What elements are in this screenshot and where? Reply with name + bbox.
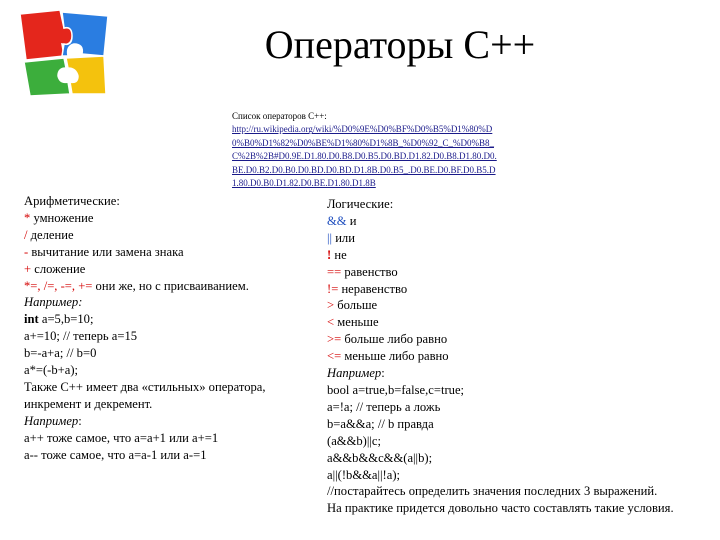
example-label: Например: [327,366,385,381]
list-item: >= больше либо равно [327,332,448,347]
paragraph-line: На практике придется довольно часто составлять такие условия. [327,501,674,516]
list-item: < меньше [327,315,379,330]
code-line: a||(!b&&a||!a); [327,467,401,482]
paragraph-line: //постарайтесь определить значения последних 3 выражений. [327,484,658,499]
list-item: > больше [327,298,378,313]
code-line: (a&&b)||c; [327,433,381,448]
page-title: Операторы C++ [264,22,536,67]
reference-link[interactable]: http://ru.wikipedia.org/wiki/%D0%9E%D0%BF%D0%B5%D1%80%D0%B0%D1%82%D0%BE%D1%80%D1%8B_%D0%92_C_%D0%B8_C%2B%2B#D0.9E.D1.80.D0.B8.D0.B5.D0.BD.D1.82.D0.B8.D1.80.D0.BE.D0.B2.D0.B0.D0.BD.D0.BD.D1.8B.D0.B5_.D0.BE.D0.BF.D0.B5.D1.80.D0.B0.D1.82.D0.BE.D1.80.D1.8B [232,124,497,189]
code-line: b=a&&a; // b правда [327,416,434,431]
code-line: bool a=true,b=false,c=true; [327,382,465,397]
list-item: - вычитание или замена знака [24,244,184,259]
logical-column [327,196,674,517]
code-line: a-- тоже самое, что a=a-1 или a-=1 [24,447,207,462]
example-label: Например: [24,295,83,310]
code-line: a=!a; // теперь а ложь [327,399,441,414]
list-item: *=, /=, -=, += они же, но с присваиванием. [24,278,249,293]
logical-heading: Логические: [327,197,394,211]
paragraph-line: инкремент и декремент. [24,396,153,411]
list-item: / деление [24,227,74,242]
list-item: + сложение [24,261,86,276]
reference-label: Список операторов C++: [232,111,327,121]
list-item: != неравенство [327,281,408,296]
list-item: <= меньше либо равно [327,349,449,364]
list-item: == равенство [327,264,398,279]
arithmetic-heading: Арифметические: [24,194,120,208]
code-line: a&&b&&c&&(a||b); [327,450,433,465]
list-item: && и [327,213,357,228]
arithmetic-column [24,193,266,464]
list-item: ! не [327,247,347,262]
code-line: int a=5,b=10; [24,312,94,327]
code-line: a+=10; // теперь a=15 [24,329,138,344]
code-line: a++ тоже самое, что a=a+1 или a+=1 [24,430,219,445]
reference-block [232,110,502,190]
code-line: b=-a+a; // b=0 [24,346,97,361]
puzzle-logo-icon [16,6,120,98]
code-line: a*=(-b+a); [24,363,79,378]
list-item: * умножение [24,210,94,225]
example-label: Например: [24,413,82,428]
paragraph-line: Также C++ имеет два «стильных» оператора, [24,379,266,394]
list-item: || или [327,230,355,245]
